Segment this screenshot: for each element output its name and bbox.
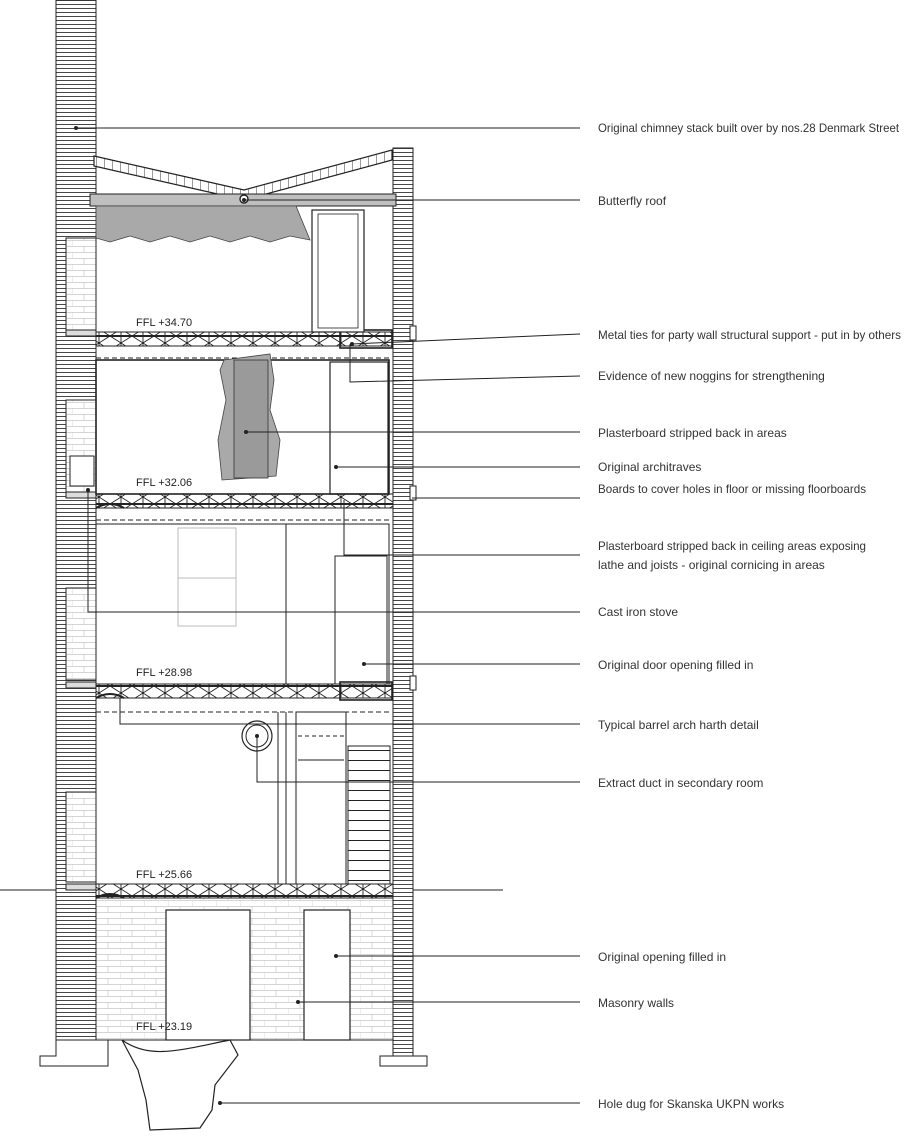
cast-iron-stove-box (70, 456, 94, 486)
stair (348, 746, 390, 884)
annotation-label: lathe and joists - original cornicing in areas (598, 558, 825, 572)
level-label: FFL +23.19 (136, 1021, 193, 1033)
annotation-label: Original door opening filled in (598, 658, 754, 672)
chimney-breast-upper (66, 238, 96, 330)
floor-ffl-3470 (96, 332, 393, 346)
floor-ffl-2566 (96, 884, 393, 898)
level-label: FFL +32.06 (136, 477, 193, 489)
annotation-label: Original opening filled in (598, 950, 727, 964)
basement-footing-left (40, 1040, 108, 1066)
annotation-label: Extract duct in secondary room (598, 776, 764, 790)
chimney-breast-ground (66, 792, 96, 882)
annotation-label: Boards to cover holes in floor or missing floorboards (598, 482, 866, 496)
annotation-label: Plasterboard stripped back in ceiling areas exposing (598, 539, 866, 553)
top-floor-door (312, 210, 364, 332)
room-ffl-2898 (96, 524, 389, 684)
annotation-label: Evidence of new noggins for strengthening (598, 369, 825, 383)
level-label: FFL +28.98 (136, 667, 193, 679)
door-opening-filled (335, 556, 387, 684)
floor-ffl-2898 (96, 684, 393, 698)
window-ffl-2898 (178, 528, 236, 626)
annotation-label: Cast iron stove (598, 605, 679, 619)
right-wall (393, 148, 413, 1066)
annotation-label: Plasterboard stripped back in areas (598, 426, 787, 440)
level-label: FFL +34.70 (136, 317, 193, 329)
butterfly-roof (94, 150, 392, 200)
level-label: FFL +25.66 (136, 869, 193, 881)
chimney-breast-lower (66, 588, 96, 680)
original-opening-filled (304, 910, 350, 1040)
annotation-label: Original chimney stack built over by nos.28 Denmark Street (598, 121, 900, 135)
floor-ffl-3206 (96, 494, 393, 508)
hole-dug (122, 1040, 238, 1130)
annotation-label: Metal ties for party wall structural support - put in by others (598, 328, 901, 342)
annotation-label: Typical barrel arch harth detail (598, 718, 759, 732)
roof-soffit (96, 206, 310, 242)
basement-footing-right (380, 1056, 427, 1066)
annotation-label: Butterfly roof (598, 194, 667, 208)
annotation-label: Original architraves (598, 460, 702, 474)
chimney-stack (56, 0, 96, 1048)
annotation-label: Hole dug for Skanska UKPN works (598, 1097, 785, 1111)
annotation-label: Masonry walls (598, 996, 675, 1010)
